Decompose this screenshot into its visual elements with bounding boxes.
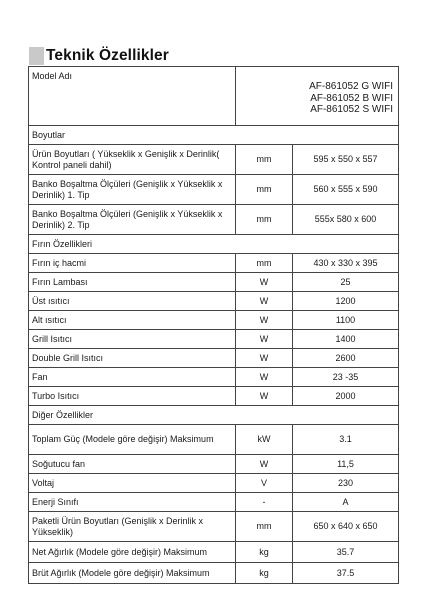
row-unit: W: [236, 311, 293, 330]
table-row: [29, 387, 399, 406]
row-unit: V: [236, 474, 293, 493]
model-label: Model Adı: [29, 67, 236, 126]
page-title: Teknik Özellikler: [46, 47, 169, 64]
row-unit: W: [236, 273, 293, 292]
table-row: [29, 563, 399, 584]
row-label: Ürün Boyutları ( Yükseklik x Genişlik x Derinlik( Kontrol paneli dahil): [29, 145, 236, 175]
table-row: [29, 292, 399, 311]
row-unit: mm: [236, 175, 293, 205]
row-unit: mm: [236, 512, 293, 542]
row-value: 1400: [293, 330, 399, 349]
page-header: [29, 46, 169, 66]
row-unit: mm: [236, 145, 293, 175]
row-label: Net Ağırlık (Modele göre değişir) Maksimum: [29, 542, 236, 563]
section-title: Fırın Özellikleri: [29, 235, 399, 254]
row-unit: W: [236, 368, 293, 387]
row-unit: -: [236, 493, 293, 512]
row-label: Banko Boşaltma Ölçüleri (Genişlik x Yükseklik x Derinlik) 2. Tip: [29, 205, 236, 235]
table-row: [29, 512, 399, 542]
row-unit: kg: [236, 542, 293, 563]
row-label: Paketli Ürün Boyutları (Genişlik x Derinlik x Yükseklik): [29, 512, 236, 542]
section-title: Diğer Özellikler: [29, 406, 399, 425]
row-label: Soğutucu fan: [29, 455, 236, 474]
row-unit: kW: [236, 425, 293, 455]
row-unit: W: [236, 349, 293, 368]
row-label: Fırın Lambası: [29, 273, 236, 292]
table-row: [29, 455, 399, 474]
table-row: [29, 330, 399, 349]
table-row: [29, 273, 399, 292]
row-value: 1200: [293, 292, 399, 311]
table-row: [29, 425, 399, 455]
model-value: AF-861052 B WIFI: [310, 92, 394, 104]
row-value: 560 x 555 x 590: [293, 175, 399, 205]
table-row: [29, 254, 399, 273]
row-unit: W: [236, 455, 293, 474]
header-marker: [29, 47, 44, 65]
row-unit: W: [236, 387, 293, 406]
row-value: 11,5: [293, 455, 399, 474]
row-value: 35.7: [293, 542, 399, 563]
row-value: 3.1: [293, 425, 399, 455]
row-label: Toplam Güç (Modele göre değişir) Maksimum: [29, 425, 236, 455]
row-label: Grill Isıtıcı: [29, 330, 236, 349]
row-label: Fırın iç hacmi: [29, 254, 236, 273]
row-value: A: [293, 493, 399, 512]
row-label: Üst ısıtıcı: [29, 292, 236, 311]
row-label: Alt ısıtıcı: [29, 311, 236, 330]
row-value: 2600: [293, 349, 399, 368]
row-unit: mm: [236, 205, 293, 235]
table-row: [29, 542, 399, 563]
table-row: [29, 493, 399, 512]
model-values-cell: [236, 67, 399, 126]
table-row: [29, 349, 399, 368]
row-label: Voltaj: [29, 474, 236, 493]
row-value: 595 x 550 x 557: [293, 145, 399, 175]
section-row: [29, 126, 399, 145]
row-value: 555x 580 x 600: [293, 205, 399, 235]
table-row: [29, 145, 399, 175]
table-row: [29, 205, 399, 235]
row-value: 650 x 640 x 650: [293, 512, 399, 542]
row-label: Double Grill Isıtıcı: [29, 349, 236, 368]
model-value: AF-861052 G WIFI: [309, 81, 394, 92]
spec-table: [28, 66, 399, 584]
model-row: [29, 67, 399, 126]
table-row: [29, 175, 399, 205]
row-label: Enerji Sınıfı: [29, 493, 236, 512]
section-row: [29, 406, 399, 425]
table-row: [29, 311, 399, 330]
row-label: Turbo Isıtıcı: [29, 387, 236, 406]
row-value: 2000: [293, 387, 399, 406]
section-title: Boyutlar: [29, 126, 399, 145]
row-unit: kg: [236, 563, 293, 584]
row-label: Fan: [29, 368, 236, 387]
section-row: [29, 235, 399, 254]
table-row: [29, 474, 399, 493]
row-value: 23 -35: [293, 368, 399, 387]
row-label: Banko Boşaltma Ölçüleri (Genişlik x Yükseklik x Derinlik) 1. Tip: [29, 175, 236, 205]
row-unit: mm: [236, 254, 293, 273]
row-value: 25: [293, 273, 399, 292]
model-value: AF-861052 S WIFI: [310, 104, 394, 115]
row-value: 1100: [293, 311, 399, 330]
row-value: 230: [293, 474, 399, 493]
table-row: [29, 368, 399, 387]
row-unit: W: [236, 330, 293, 349]
row-unit: W: [236, 292, 293, 311]
row-value: 430 x 330 x 395: [293, 254, 399, 273]
row-value: 37.5: [293, 563, 399, 584]
row-label: Brüt Ağırlık (Modele göre değişir) Maksimum: [29, 563, 236, 584]
